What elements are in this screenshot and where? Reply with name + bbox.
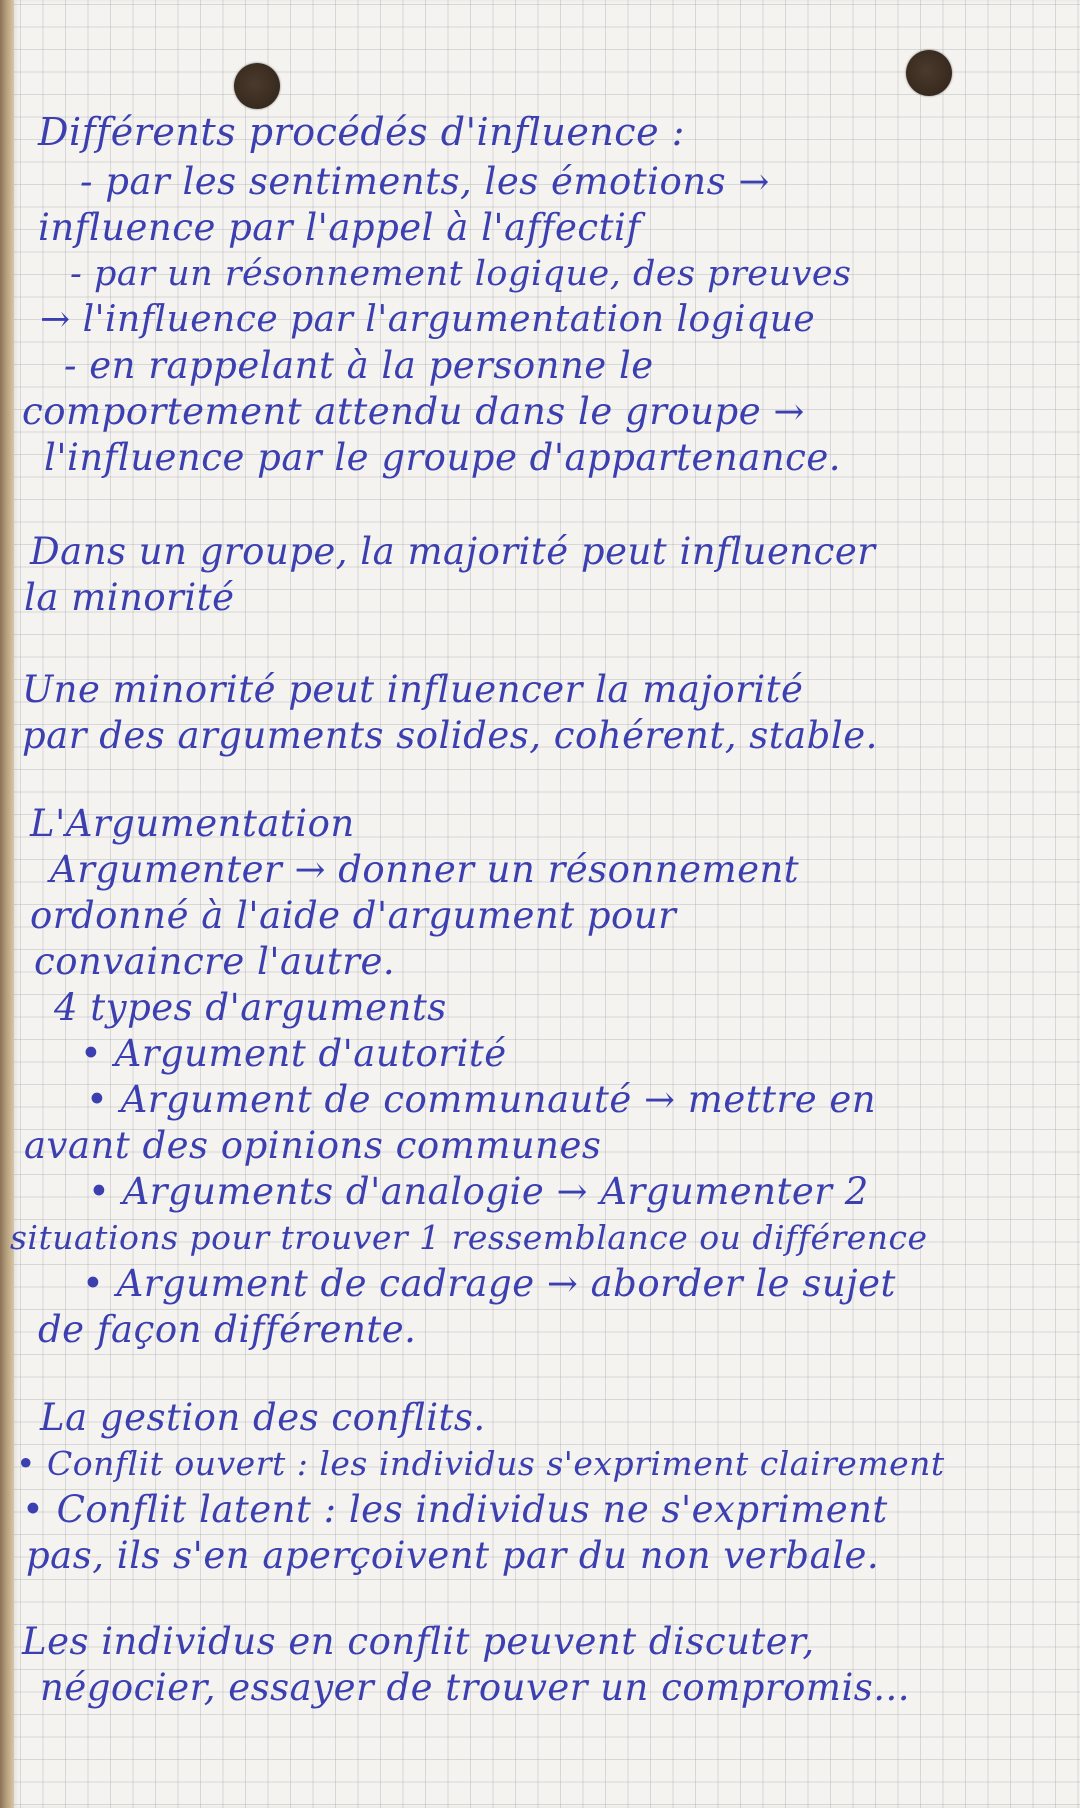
note-line: • Conflit ouvert : les individus s'expriment clairement bbox=[16, 1444, 945, 1483]
note-line: • Arguments d'analogie → Argumenter 2 bbox=[88, 1170, 869, 1213]
note-line: • Argument de cadrage → aborder le sujet bbox=[82, 1262, 896, 1305]
note-line: convaincre l'autre. bbox=[34, 940, 396, 983]
note-line: Les individus en conflit peuvent discuter, bbox=[22, 1620, 815, 1663]
note-line: 4 types d'arguments bbox=[54, 986, 447, 1029]
heading-argumentation: L'Argumentation bbox=[30, 802, 355, 845]
heading-influence-procedures: Différents procédés d'influence : bbox=[38, 110, 685, 154]
note-line: Dans un groupe, la majorité peut influencer bbox=[30, 530, 876, 573]
note-line: la minorité bbox=[24, 576, 235, 619]
note-line: • Argument d'autorité bbox=[80, 1032, 507, 1075]
note-line: influence par l'appel à l'affectif bbox=[38, 206, 641, 249]
note-line: pas, ils s'en aperçoivent par du non verbale. bbox=[26, 1534, 880, 1577]
note-line: - par les sentiments, les émotions → bbox=[80, 160, 770, 203]
note-line: avant des opinions communes bbox=[24, 1124, 602, 1167]
heading-conflict-management: La gestion des conflits. bbox=[40, 1396, 486, 1439]
note-line: négocier, essayer de trouver un compromis... bbox=[40, 1666, 911, 1709]
note-line: ordonné à l'aide d'argument pour bbox=[30, 894, 677, 937]
note-line: • Conflit latent : les individus ne s'expriment bbox=[22, 1488, 888, 1531]
note-line: Une minorité peut influencer la majorité bbox=[22, 668, 804, 711]
note-line: de façon différente. bbox=[38, 1308, 417, 1351]
note-line: l'influence par le groupe d'appartenance. bbox=[44, 436, 842, 479]
note-line: comportement attendu dans le groupe → bbox=[22, 390, 805, 433]
note-line: → l'influence par l'argumentation logique bbox=[40, 299, 816, 340]
note-line: par des arguments solides, cohérent, stable. bbox=[22, 714, 878, 757]
note-line: • Argument de communauté → mettre en bbox=[86, 1078, 877, 1121]
note-line: situations pour trouver 1 ressemblance ou différence bbox=[10, 1218, 928, 1257]
note-line: - en rappelant à la personne le bbox=[64, 344, 654, 387]
note-line: - par un résonnement logique, des preuves bbox=[70, 254, 852, 294]
note-line: Argumenter → donner un résonnement bbox=[50, 848, 800, 891]
